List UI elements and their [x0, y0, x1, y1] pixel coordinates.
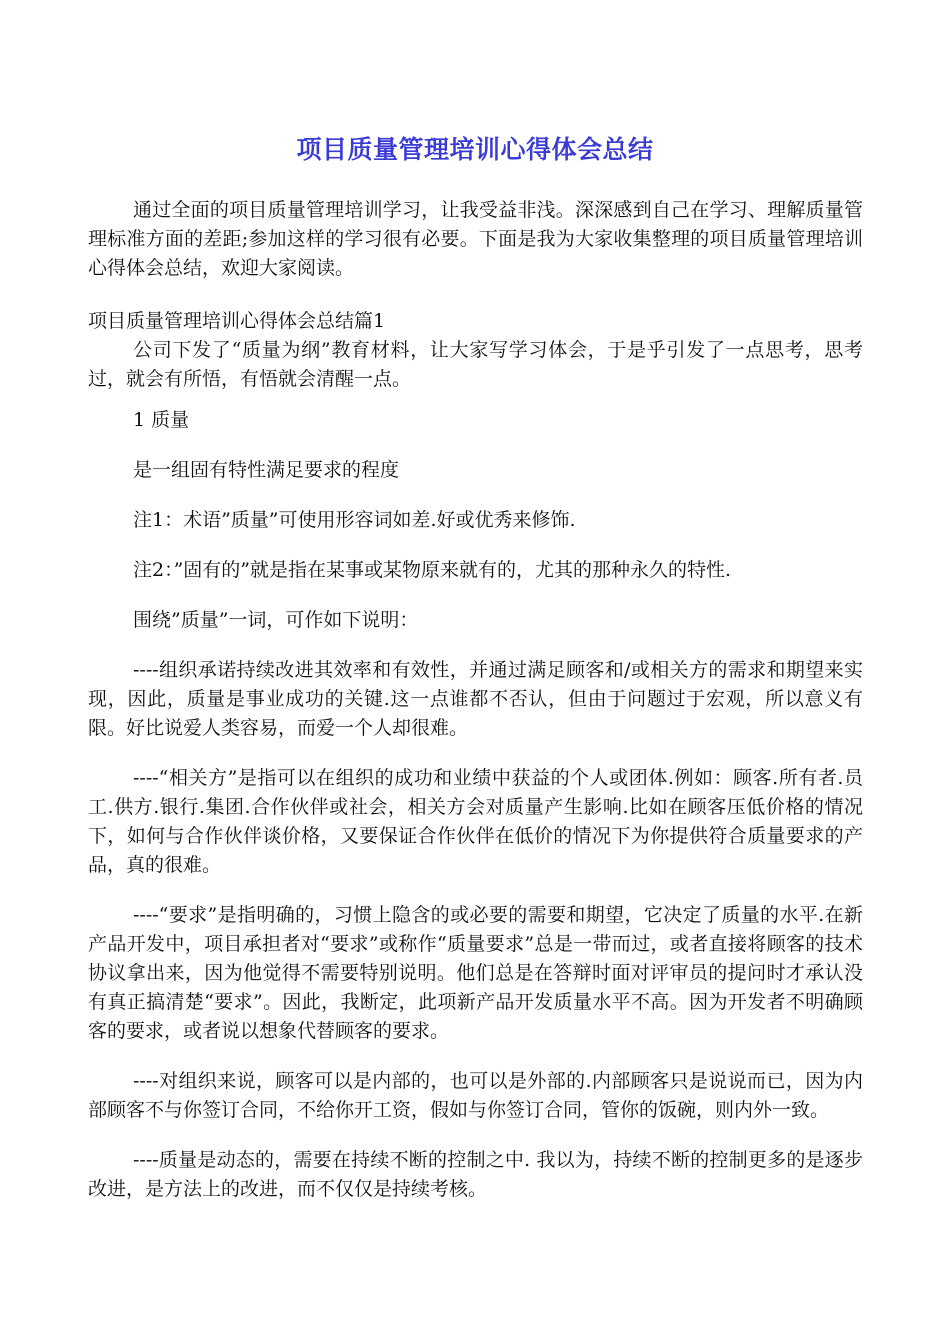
document-body — [88, 196, 863, 1204]
body-paragraph: 公司下发了“质量为纲”教育材料，让大家写学习体会，于是乎引发了一点思考，思考过，就会有所悟，有悟就会清醒一点。 — [88, 339, 863, 390]
body-paragraph: ----对组织来说，顾客可以是内部的，也可以是外部的.内部顾客只是说说而已，因为内部顾客不与你签订合同，不给你开工资，假如与你签订合同，管你的饭碗，则内外一致。 — [88, 1070, 863, 1121]
body-paragraph: ----“要求”是指明确的，习惯上隐含的或必要的需要和期望，它决定了质量的水平.在新产品开发中，项目承担者对“要求”或称作“质量要求”总是一带而过，或者直接将顾客的技术协议拿出来，因为他觉得不需要特别说明。他们总是在答辩时面对评审员的提问时才承认没有真正搞清楚“要求”。因此，我断定，此项新产品开发质量水平不高。因为开发者不明确顾客的要求，或者说以想象代替顾客的要求。 — [88, 904, 863, 1042]
document-title: 项目质量管理培训心得体会总结 — [296, 135, 654, 164]
definition-paragraph: 是一组固有特性满足要求的程度 — [133, 459, 400, 481]
body-paragraph: ----质量是动态的，需要在持续不断的控制之中. 我以为，持续不断的控制更多的是逐步改进，是方法上的改进，而不仅仅是持续考核。 — [88, 1149, 863, 1200]
subheading-quality: 1 质量 — [133, 409, 190, 431]
body-paragraph: ----组织承诺持续改进其效率和有效性，并通过满足顾客和/或相关方的需求和期望来实现，因此，质量是事业成功的关键.这一点谁都不否认，但由于问题过于宏观，所以意义有限。好比说爱人类容易，而爱一个人却很难。 — [88, 659, 863, 739]
note-2-paragraph: 注2：”固有的”就是指在某事或某物原来就有的，尤其的那种永久的特性. — [133, 559, 732, 581]
intro-paragraph: 通过全面的项目质量管理培训学习，让我受益非浅。深深感到自己在学习、理解质量管理标准方面的差距;参加这样的学习很有必要。下面是我为大家收集整理的项目质量管理培训心得体会总结，欢迎大家阅读。 — [88, 199, 863, 279]
body-paragraph: ----“相关方”是指可以在组织的成功和业绩中获益的个人或团体.例如：顾客.所有者.员工.供方.银行.集团.合作伙伴或社会，相关方会对质量产生影响.比如在顾客压低价格的情况下，如何与合作伙伴谈价格，又要保证合作伙伴在低价的情况下为你提供符合质量要求的产品，真的很难。 — [88, 767, 863, 876]
note-1-paragraph: 注1：术语”质量”可使用形容词如差.好或优秀来修饰. — [133, 509, 576, 531]
section-heading: 项目质量管理培训心得体会总结篇1 — [88, 310, 386, 332]
explanation-intro-paragraph: 围绕”质量”一词，可作如下说明： — [133, 609, 419, 631]
